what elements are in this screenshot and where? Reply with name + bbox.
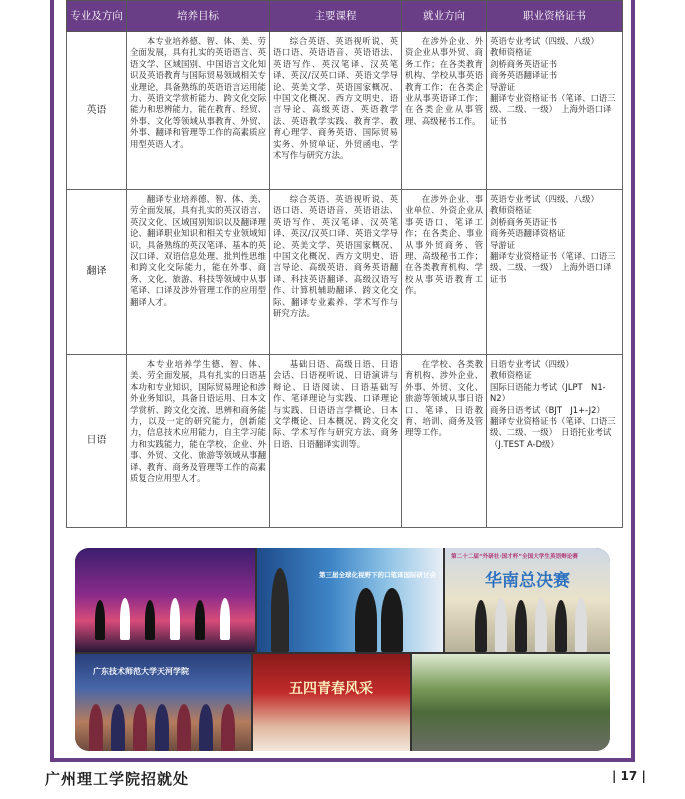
certificate-item: 教师资格证	[490, 370, 532, 381]
row-direction: 翻译	[67, 190, 127, 355]
photo-conference	[257, 548, 443, 652]
program-table	[66, 0, 623, 528]
certificate-item: 导游证	[490, 239, 516, 250]
table-row	[67, 32, 623, 190]
certificate-item: 国际日语能力考试（JLPT N1-N2）	[490, 381, 606, 404]
header-courses: 主要课程	[270, 1, 402, 32]
row-career: 在涉外企业、外资企业从事外贸、商务工作；在各类教育机构、学校从事英语教育工作；在各类企业从事英语译工作；在各类企业从事管理、高级秘书工作。	[402, 32, 487, 190]
row-goal: 翻译专业培养德、智、体、美、劳全面发展，具有扎实的英汉语言、英汉文化、区域国别知识以及翻译理论、翻译职业知识和相关专业领域知识，具备熟练的英汉笔译、基本的英汉口译、双语信息处理、批判性思维和跨文化交际能力，能在外事、商务、文化、旅游、科技等领域中从事笔译、口译及涉外管理工作的应用型翻译人才。	[127, 190, 270, 355]
choir-banner-text: 五四青春风采	[289, 681, 373, 697]
certificate-item: 英语专业考试（四级、八级）	[490, 194, 599, 204]
certificate-item: 商务日语考试（BJT J1+-J2）	[490, 404, 605, 415]
certificate-item: 日语专业考试（四级）	[490, 359, 574, 369]
row-certificates	[487, 190, 623, 355]
table-row	[67, 355, 623, 528]
photo-campus-crowd	[412, 654, 610, 751]
row-courses: 综合英语、英语视听说、英语口语、英语语音、英语语法、英语写作、英汉笔译、汉英笔译、英汉/汉英口译、英语文学导论、英美文学、英语国家概况、中国文化概况、西方文明史、语言导论、高级英语、英语教学法、英语教学实践、教育学、教育心理学、商务英语、国际贸易实务、外贸单证、外贸函电、学术写作与研究方法。	[270, 32, 402, 190]
group-banner-text: 广东技术师范大学天河学院	[93, 667, 189, 676]
page-number: | 17 |	[612, 769, 646, 783]
certificate-item: 导游证	[490, 81, 516, 92]
frame-bottom-border	[50, 758, 635, 762]
photo-choir	[253, 654, 410, 751]
header-career: 就业方向	[402, 1, 487, 32]
certificate-item: 翻译专业资格证书（笔译、口语三级、二级、一级） 上海外语口译证书	[490, 251, 616, 284]
frame-left-border	[50, 0, 54, 762]
row-direction: 日语	[67, 355, 127, 528]
certificate-item: 教师资格证	[490, 47, 532, 58]
certificate-item: 教师资格证	[490, 205, 532, 216]
certificate-item: 翻译专业资格证书（笔译、口语三级、二级、一级） 日语托业考试（J.TEST A-D级）	[490, 416, 616, 449]
header-direction: 专业及方向	[67, 1, 127, 32]
certificate-item: 商务英语翻译证书	[490, 70, 557, 81]
header-goal: 培养目标	[127, 1, 270, 32]
row-goal: 本专业培养学生德、智、体、美、劳全面发展，具有扎实的日语基本功和专业知识，国际贸易理论和涉外业务知识，具备日语运用、日本文学赏析、跨文化交流、思辨和商务能力，以及一定的研究能力，创新能力，信息技术应用能力，自主学习能力和实践能力，能在学校、企业、外事、外贸、文化、旅游等领域从事翻译、教育、商务及管理等工作的高素质复合应用型人才。	[127, 355, 270, 528]
row-courses: 综合英语、英语视听说、英语口语、英语语音、英语语法、英语写作、英汉笔译、汉英笔译、英汉/汉英口译、英语文学导论、英美文学、英语国家概况、中国文化概况、西方文明史、语言导论、高级英语、商务英语翻译、科技英语翻译、高级汉语写作、计算机辅助翻译、跨文化交际、翻译专业素养、学术写作与研究方法。	[270, 190, 402, 355]
row-courses: 基础日语、高级日语、日语会话、日语视听说、日语演讲与辩论、日语阅读、日语基础写作、笔译理论与实践、口译理论与实践、日语语言学概论、日本文学概论、日本概况、跨文化交际、学术写作与研究方法、商务日语、日语翻译实训等。	[270, 355, 402, 528]
row-certificates	[487, 355, 623, 528]
certificate-item: 剑桥商务英语证书	[490, 58, 557, 69]
photo-debate-competition	[445, 548, 610, 652]
conference-banner-text: 第三届全球化视野下的口笔译国际研讨会	[319, 571, 436, 579]
debate-banner-top: 第二十二届“外研社·国才杯”全国大学生英语辩论赛	[451, 554, 578, 560]
row-goal: 本专业培养德、智、体、美、劳全面发展，具有扎实的英语语言、英语文学、区域国别、中国语言文化知识及英语教育与国际贸易领域相关专业理论，具备熟练的英语语言运用能力、英语文学赏析能力、跨文化交际能力和思辨能力，能在教育、经贸、外事、文化等领域从事教育、外贸、外事、翻译和管理等工作的高素质应用型英语人才。	[127, 32, 270, 190]
photo-dance-performance	[75, 548, 255, 652]
table-row	[67, 190, 623, 355]
frame-right-border	[631, 0, 635, 762]
row-direction: 英语	[67, 32, 127, 190]
certificate-item: 剑桥商务英语证书	[490, 216, 557, 227]
header-certificate: 职业资格证书	[487, 1, 623, 32]
debate-banner-main: 华南总决赛	[485, 571, 570, 591]
table-header-row	[67, 1, 623, 32]
certificate-item: 翻译专业资格证书（笔译、口语三级、二级、一级） 上海外语口译证书	[490, 93, 616, 126]
row-career: 在学校、各类教育机构、涉外企业、外事、外贸、文化、旅游等领域从事日语口、笔译、日语教育、培训、商务及管理等工作。	[402, 355, 487, 528]
certificate-item: 商务英语翻译资格证	[490, 228, 566, 239]
row-career: 在涉外企业、事业单位、外资企业从事英语口、笔译工作；在各类企、事业从事外贸商务、管理、高级秘书工作；在各类教育机构、学校从事英语教育工作。	[402, 190, 487, 355]
photo-collage	[75, 548, 610, 751]
certificate-item: 英语专业考试（四级、八级）	[490, 36, 599, 46]
photo-group-stage	[75, 654, 251, 751]
footer-title: 广州理工学院招就处	[45, 770, 190, 788]
row-certificates	[487, 32, 623, 190]
